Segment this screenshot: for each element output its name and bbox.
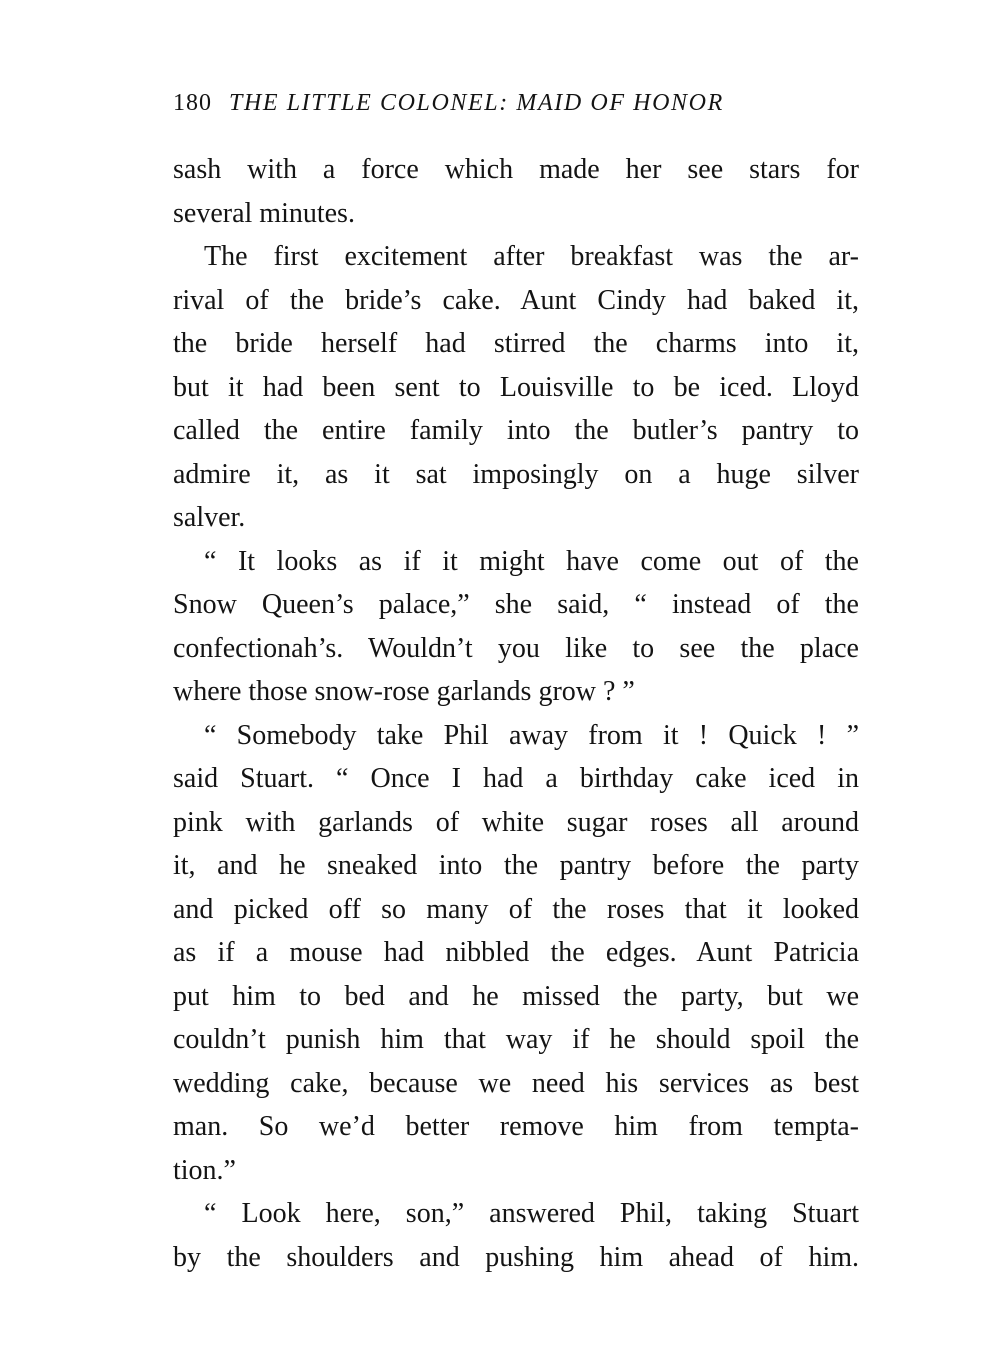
text-line: where those snow-rose garlands grow ? ” <box>173 676 635 707</box>
text-line: put him to bed and he missed the party, but we <box>173 980 859 1012</box>
page-number: 180 <box>173 90 212 116</box>
text-line: said Stuart. “ Once I had a birthday cake iced in <box>173 763 859 794</box>
text-line: rival of the bride’s cake. Aunt Cindy had baked it, <box>173 284 859 316</box>
text-line: “ Somebody take Phil away from it ! Quick ! ” <box>204 719 859 751</box>
body-text <box>173 148 859 1279</box>
text-line: salver. <box>173 502 246 533</box>
text-line: and picked off so many of the roses that it looked <box>173 893 859 925</box>
text-line: wedding cake, because we need his services as best <box>173 1067 859 1099</box>
text-line: couldn’t punish him that way if he should spoil the <box>173 1024 859 1055</box>
book-title: THE LITTLE COLONEL: MAID OF HONOR <box>229 90 724 116</box>
text-line: admire it, as it sat imposingly on a huge silver <box>173 458 859 490</box>
text-line: as if a mouse had nibbled the edges. Aunt Patricia <box>173 937 859 968</box>
text-line: but it had been sent to Louisville to be iced. Lloyd <box>173 371 859 403</box>
text-line: “ Look here, son,” answered Phil, taking Stuart <box>204 1198 859 1229</box>
text-line: tion.” <box>173 1154 236 1186</box>
text-line: it, and he sneaked into the pantry before the party <box>173 850 859 881</box>
text-line: pink with garlands of white sugar roses all around <box>173 806 859 838</box>
text-line: man. So we’d better remove him from tempta- <box>173 1111 859 1142</box>
text-line: called the entire family into the butler’s pantry to <box>173 415 859 446</box>
running-head <box>173 88 863 118</box>
text-line: the bride herself had stirred the charms into it, <box>173 328 859 359</box>
text-line: sash with a force which made her see stars for <box>173 154 859 185</box>
text-line: Snow Queen’s palace,” she said, “ instead of the <box>173 589 859 620</box>
text-line: “ It looks as if it might have come out of the <box>204 545 859 577</box>
text-line: confectionah’s. Wouldn’t you like to see the place <box>173 632 859 664</box>
text-line: by the shoulders and pushing him ahead of him. <box>173 1241 859 1273</box>
text-line: The first excitement after breakfast was the ar- <box>204 241 859 272</box>
text-line: several minutes. <box>173 197 355 229</box>
